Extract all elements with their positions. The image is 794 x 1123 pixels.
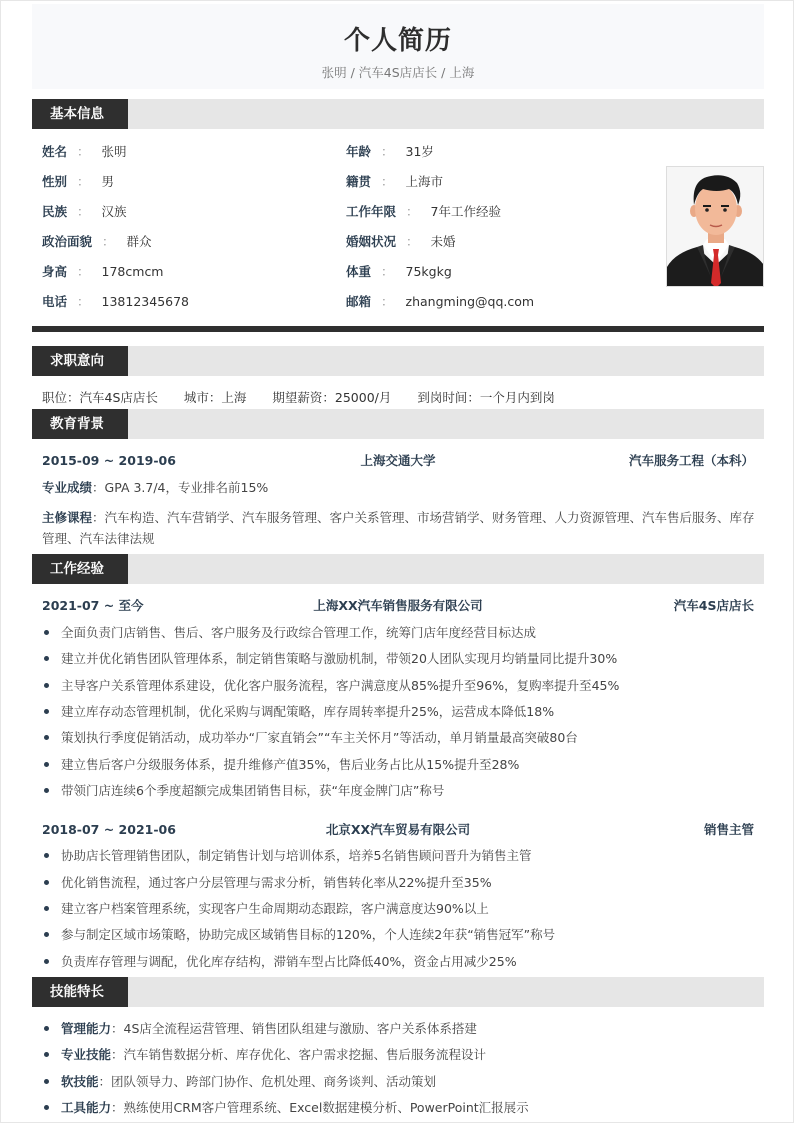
bullet-icon [44, 762, 49, 767]
work-header-1 [42, 596, 754, 616]
info-value: 未婚 [430, 234, 456, 249]
job-intent-line [42, 389, 581, 407]
info-value: zhangming@qq.com [405, 294, 535, 309]
work-bullet: 协助店长管理销售团队，制定销售计划与培训体系，培养5名销售顾问晋升为销售主管 [42, 846, 762, 866]
skill-item: 管理能力：4S店全流程运营管理、销售团队组建与激励、客户关系体系搭建 [42, 1019, 762, 1039]
intent-salary: 期望薪资：25000/月 [272, 390, 392, 405]
work-bullet: 带领门店连续6个季度超额完成集团销售目标，获“年度金牌门店”称号 [42, 781, 762, 801]
info-ethnicity: 民族 ： 汉族 [42, 204, 127, 219]
education-period: 2015-09 ~ 2019-06 [42, 453, 176, 468]
section-title: 工作经验 [32, 554, 128, 584]
info-email: 邮箱 ： zhangming@qq.com [346, 294, 535, 309]
info-label: 电话 [42, 294, 68, 309]
info-label: 政治面貌 [42, 234, 93, 249]
work-bullet: 负责库存管理与调配，优化库存结构，滞销车型占比降低40%，资金占用减少25% [42, 952, 762, 972]
section-title: 基本信息 [32, 99, 128, 129]
bullet-icon [44, 735, 49, 740]
profile-photo [666, 166, 764, 287]
info-label: 体重 [346, 264, 372, 279]
education-header [42, 451, 754, 471]
work-bullet: 参与制定区域市场策略，协助完成区域销售目标的120%，个人连续2年获“销售冠军”称号 [42, 925, 762, 945]
bullet-icon [44, 880, 49, 885]
info-label: 年龄 [346, 144, 372, 159]
info-value: 上海市 [405, 174, 444, 189]
work-bullet: 全面负责门店销售、售后、客户服务及行政综合管理工作，统筹门店年度经营目标达成 [42, 623, 762, 643]
info-label: 姓名 [42, 144, 68, 159]
skill-item: 工具能力：熟练使用CRM客户管理系统、Excel数据建模分析、PowerPoint汇报展示 [42, 1098, 762, 1118]
bullet-icon [44, 630, 49, 635]
info-label: 邮箱 [346, 294, 372, 309]
education-courses [42, 507, 762, 549]
section-work [32, 554, 764, 584]
info-age: 年龄 ： 31岁 [346, 144, 434, 159]
info-label: 工作年限 [346, 204, 397, 219]
bullet-icon [44, 959, 49, 964]
intent-position: 职位：汽车4S店店长 [42, 390, 158, 405]
avatar-illustration-icon [667, 167, 764, 287]
bullet-icon [44, 656, 49, 661]
bullet-icon [44, 709, 49, 714]
info-value: 男 [101, 174, 115, 189]
resume-header [32, 4, 764, 89]
bullet-icon [44, 1105, 49, 1110]
education-gpa [42, 478, 762, 498]
skill-item: 软技能：团队领导力、跨部门协作、危机处理、商务谈判、活动策划 [42, 1072, 762, 1092]
work-bullet: 策划执行季度促销活动，成功举办“厂家直销会”“车主关怀月”等活动，单月销量最高突破80台 [42, 728, 762, 748]
intent-availability: 到岗时间：一个月内到岗 [417, 390, 555, 405]
bullet-icon [44, 1052, 49, 1057]
bullet-icon [44, 788, 49, 793]
work-bullet: 优化销售流程，通过客户分层管理与需求分析，销售转化率从22%提升至35% [42, 873, 762, 893]
company-name: 上海XX汽车销售服务有限公司 [313, 598, 483, 613]
info-label: 民族 [42, 204, 68, 219]
info-phone: 电话 ： 13812345678 [42, 294, 190, 309]
section-title: 教育背景 [32, 409, 128, 439]
info-gender: 性别 ： 男 [42, 174, 115, 189]
courses-value: ：汽车构造、汽车营销学、汽车服务管理、客户关系管理、市场营销学、财务管理、人力资源管理、汽车售后服务、库存管理、汽车法律法规 [42, 510, 755, 546]
info-value: 汉族 [101, 204, 127, 219]
info-label: 性别 [42, 174, 68, 189]
work-period: 2021-07 ~ 至今 [42, 598, 144, 613]
work-period: 2018-07 ~ 2021-06 [42, 822, 176, 837]
section-title: 求职意向 [32, 346, 128, 376]
bullet-icon [44, 853, 49, 858]
company-name: 北京XX汽车贸易有限公司 [325, 822, 471, 837]
info-value: 张明 [101, 144, 127, 159]
info-hometown: 籍贯 ： 上海市 [346, 174, 444, 189]
info-value: 7年工作经验 [430, 204, 501, 219]
info-marital-status: 婚姻状况 ： 未婚 [346, 234, 456, 249]
info-value: 31岁 [405, 144, 434, 159]
work-bullet: 建立并优化销售团队管理体系，制定销售策略与激励机制，带领20人团队实现月均销量同比提升30% [42, 649, 762, 669]
section-job-intent [32, 346, 764, 376]
work-bullet: 建立售后客户分级服务体系，提升维修产值35%，售后业务占比从15%提升至28% [42, 755, 762, 775]
skill-item: 专业技能：汽车销售数据分析、库存优化、客户需求挖掘、售后服务流程设计 [42, 1045, 762, 1065]
info-value: 75kgkg [405, 264, 452, 279]
bullet-icon [44, 1079, 49, 1084]
page-subtitle: 张明 / 汽车4S店店长 / 上海 [321, 65, 475, 80]
bullet-icon [44, 1026, 49, 1031]
bullet-icon [44, 932, 49, 937]
section-skills [32, 977, 764, 1007]
page-title: 个人简历 [343, 26, 452, 56]
info-height: 身高 ： 178cmcm [42, 264, 164, 279]
school-name: 上海交通大学 [360, 453, 436, 468]
job-title: 汽车4S店店长 [673, 598, 754, 613]
info-political-status: 政治面貌 ： 群众 [42, 234, 152, 249]
info-name: 姓名 ： 张明 [42, 144, 127, 159]
info-work-years: 工作年限 ： 7年工作经验 [346, 204, 501, 219]
section-title: 技能特长 [32, 977, 128, 1007]
info-weight: 体重 ： 75kgkg [346, 264, 452, 279]
courses-label: 主修课程 [42, 510, 93, 525]
gpa-label: 专业成绩 [42, 480, 93, 495]
work-bullet: 主导客户关系管理体系建设，优化客户服务流程，客户满意度从85%提升至96%，复购率提升至45% [42, 676, 762, 696]
info-label: 籍贯 [346, 174, 372, 189]
info-label: 婚姻状况 [346, 234, 397, 249]
bullet-icon [44, 906, 49, 911]
section-education [32, 409, 764, 439]
job-title: 销售主管 [703, 822, 754, 837]
divider [32, 326, 764, 332]
section-basic-info [32, 99, 764, 129]
info-value: 群众 [126, 234, 152, 249]
work-bullet: 建立客户档案管理系统，实现客户生命周期动态跟踪，客户满意度达90%以上 [42, 899, 762, 919]
info-value: 178cmcm [101, 264, 164, 279]
info-value: 13812345678 [101, 294, 190, 309]
info-label: 身高 [42, 264, 68, 279]
education-major: 汽车服务工程（本科） [628, 453, 754, 468]
intent-city: 城市：上海 [183, 390, 247, 405]
bullet-icon [44, 683, 49, 688]
gpa-value: ：GPA 3.7/4，专业排名前15% [92, 480, 269, 495]
work-header-2 [42, 820, 754, 840]
work-bullet: 建立库存动态管理机制，优化采购与调配策略，库存周转率提升25%，运营成本降低18% [42, 702, 762, 722]
